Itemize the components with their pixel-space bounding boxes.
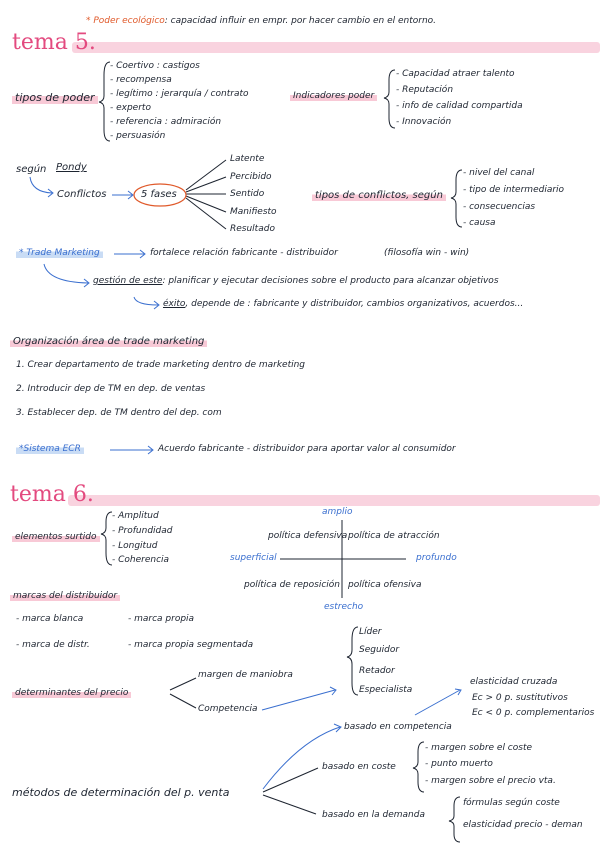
- fases-label: 5 fases: [141, 189, 177, 200]
- matrix-left: superficial: [230, 553, 277, 563]
- basado-competencia: basado en competencia: [344, 722, 452, 732]
- trade-label: * Trade Marketing: [16, 248, 103, 259]
- list-item: - consecuencias: [463, 202, 536, 212]
- elementos-label: elementos surtido: [12, 532, 100, 543]
- list-item: - Reputación: [396, 85, 454, 95]
- tema6-underline-bar: [68, 495, 600, 506]
- list-item: - Profundidad: [112, 526, 173, 536]
- intro-label: * Poder ecológico: [86, 16, 165, 26]
- marca-item: - marca de distr.: [16, 640, 90, 650]
- list-item: - Coertivo : castigos: [110, 61, 200, 71]
- list-item: Líder: [359, 627, 382, 637]
- competencia-label: Competencia: [198, 704, 258, 714]
- coste-item: - punto muerto: [425, 759, 493, 769]
- conflictos-label: Conflictos: [57, 189, 107, 200]
- marca-item: - marca propia segmentada: [128, 640, 254, 650]
- list-item: Retador: [359, 666, 395, 676]
- marca-item: - marca blanca: [16, 614, 84, 624]
- organizacion-item-3: 3. Establecer dep. de TM dentro del dep. com: [16, 408, 222, 418]
- list-item: - tipo de intermediario: [463, 185, 565, 195]
- tema5-underline-bar: [72, 42, 600, 53]
- matrix-right: profundo: [416, 553, 457, 563]
- list-item: - legítimo : jerarquía / contrato: [110, 89, 249, 99]
- elasticidad-item: Ec > 0 p. sustitutivos: [472, 693, 568, 703]
- metodos-label: métodos de determinación del p. venta: [12, 786, 230, 799]
- elasticidad-item: Ec < 0 p. complementarios: [472, 708, 595, 718]
- matrix-bottom: estrecho: [324, 602, 364, 612]
- coste-item: - margen sobre el coste: [425, 743, 533, 753]
- demanda-item: elasticidad precio - deman: [463, 820, 583, 830]
- gestion-line: gestión de este: planificar y ejecutar decisiones sobre el producto para alcanzar objetivos: [93, 276, 499, 286]
- intro-text: : capacidad influir en empr. por hacer cambio en el entorno.: [164, 16, 437, 26]
- coste-item: - margen sobre el precio vta.: [425, 776, 556, 786]
- list-item: - info de calidad compartida: [396, 101, 523, 111]
- demanda-item: fórmulas según coste: [463, 798, 560, 808]
- list-item: - Coherencia: [112, 555, 170, 565]
- segun-label: según: [16, 164, 47, 175]
- list-item: - Innovación: [396, 117, 452, 127]
- list-item: Percibido: [230, 172, 272, 182]
- list-item: Latente: [230, 154, 265, 164]
- list-item: Resultado: [230, 224, 275, 234]
- margen-maniobra: margen de maniobra: [198, 670, 293, 680]
- organizacion-item-1: 1. Crear departamento de trade marketing dentro de marketing: [16, 360, 306, 370]
- tipos-poder-label: tipos de poder: [12, 91, 98, 104]
- organizacion-title: Organización área de trade marketing: [10, 336, 207, 348]
- list-item: - causa: [463, 218, 496, 228]
- elasticidad-title: elasticidad cruzada: [470, 677, 558, 687]
- pondy-name: Pondy: [56, 162, 87, 173]
- list-item: Seguidor: [359, 645, 400, 655]
- matrix-top: amplio: [322, 507, 353, 517]
- tipos-conflictos-label: tipos de conflictos, según: [312, 190, 446, 202]
- list-item: - Longitud: [112, 541, 158, 551]
- list-item: - recompensa: [110, 75, 172, 85]
- organizacion-item-2: 2. Introducir dep de TM en dep. de ventas: [16, 384, 206, 394]
- matrix-q-tl: política defensiva: [268, 531, 348, 541]
- marcas-label: marcas del distribuidor: [10, 591, 120, 602]
- exito-line: éxito, depende de : fabricante y distribuidor, cambios organizativos, acuerdos...: [163, 299, 524, 309]
- basado-demanda: basado en la demanda: [322, 810, 425, 820]
- list-item: - experto: [110, 103, 151, 113]
- basado-coste: basado en coste: [322, 762, 396, 772]
- ecr-label: *Sistema ECR: [16, 444, 84, 455]
- intro-line: [86, 16, 436, 27]
- determinantes-label: determinantes del precio: [12, 688, 131, 699]
- list-item: - persuasión: [110, 131, 166, 141]
- indicadores-label: Indicadores poder: [290, 91, 377, 102]
- list-item: - nivel del canal: [463, 168, 535, 178]
- ecr-text: Acuerdo fabricante - distribuidor para aportar valor al consumidor: [158, 444, 456, 454]
- list-item: Sentido: [230, 189, 265, 199]
- tema6-title: tema 6.: [10, 482, 94, 507]
- list-item: - referencia : admiración: [110, 117, 222, 127]
- matrix-q-br: política ofensiva: [348, 580, 422, 590]
- list-item: - Amplitud: [112, 511, 159, 521]
- marca-item: - marca propia: [128, 614, 195, 624]
- matrix-q-bl: política de reposición: [244, 580, 340, 590]
- trade-text2: (filosofía win - win): [384, 248, 470, 258]
- list-item: Manifiesto: [230, 207, 277, 217]
- tema5-title: tema 5.: [12, 30, 96, 55]
- matrix-q-tr: política de atracción: [348, 531, 440, 541]
- list-item: Especialista: [359, 685, 413, 695]
- list-item: - Capacidad atraer talento: [396, 69, 515, 79]
- trade-text1: fortalece relación fabricante - distribuidor: [150, 248, 338, 258]
